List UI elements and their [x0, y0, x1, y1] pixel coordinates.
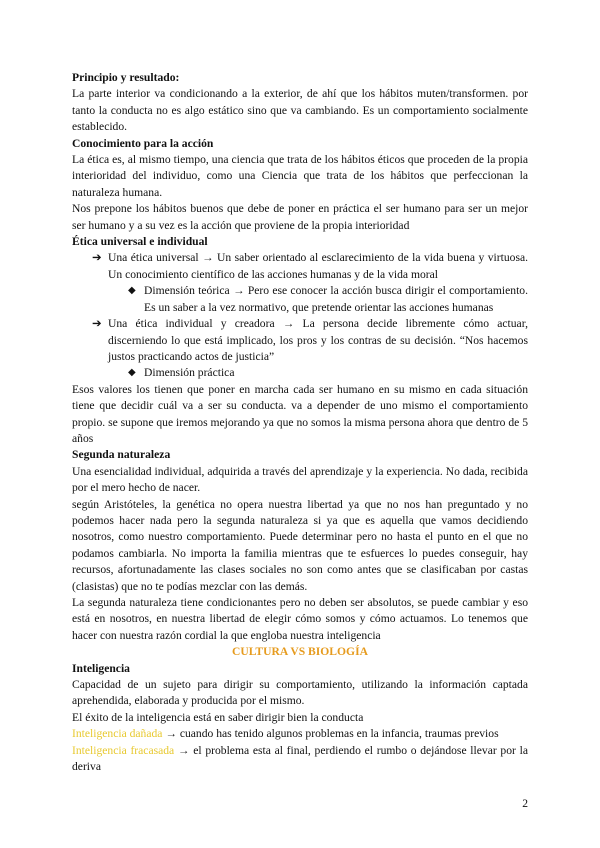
sub-list-item	[72, 283, 528, 316]
heading-principio: Principio y resultado:	[72, 71, 180, 84]
list-item	[72, 316, 528, 365]
line-text: → el problema esta al final, perdiendo el rumbo o dejándose llevar por la deriva	[72, 743, 528, 774]
heading-inteligencia: Inteligencia	[72, 661, 130, 675]
arrow-bullet-icon: ➔	[92, 317, 102, 331]
heading-segunda-naturaleza: Segunda naturaleza	[72, 448, 171, 462]
heading-etica: Ética universal e individual	[72, 235, 208, 249]
list-item	[72, 250, 528, 283]
diamond-bullet-icon: ◆	[128, 367, 136, 379]
page-number: 2	[522, 797, 528, 810]
sub-list-item	[72, 365, 528, 381]
paragraph: Capacidad de un sujeto para dirigir su comportamiento, utilizando la información captada aprehendida, elaborada y producida por el mismo.	[72, 678, 528, 708]
line-text: → cuando has tenido algunos problemas en la infancia, traumas previos	[162, 727, 499, 741]
sub-list-item-text: Dimensión teórica → Pero ese conocer la acción busca dirigir el comportamiento. Es un saber a la vez normativo, que pretende orientar las acciones humanas	[144, 284, 528, 314]
list-item-text: Una ética individual y creadora → La persona decide libremente cómo actuar, discerniendo lo que está implicado, los pros y los contras de su decisión. “Nos hacemos justos practicando actos de justicia”	[108, 317, 528, 363]
paragraph: Una esencialidad individual, adquirida a través del aprendizaje y la experiencia. No dada, recibida por el mero hecho de nacer.	[72, 464, 528, 495]
paragraph: según Aristóteles, la genética no opera nuestra libertad ya que no nos han preguntado y no podemos hacer nada pero la segunda naturaleza si ya que es aquella que vamos decidiendo nosotros, como nuestro comportamiento. Puede determinar pero no hasta el punto en el que no podamos cambiarla. No importa la familia mientras que te esfuerces lo puedes conseguir, hay recursos, afortunadamente las clases sociales no son como antes que se clasificaban por castas (clasistas) que no te podías mezclar con las demás.	[72, 497, 528, 593]
paragraph: El éxito de la inteligencia está en saber dirigir bien la conducta	[72, 710, 364, 724]
highlight-label: Inteligencia fracasada	[72, 743, 175, 757]
paragraph: La ética es, al mismo tiempo, una ciencia que trata de los hábitos éticos que proceden de la propia interioridad del individuo, como una Ciencia que trata de los hábitos que perfeccionan la naturaleza humana.	[72, 153, 528, 199]
diamond-bullet-icon: ◆	[128, 285, 136, 297]
paragraph: La segunda naturaleza tiene condicionantes pero no deben ser absolutos, se puede cambiar y eso está en nosotros, en nuestra libertad de elegir cómo somos y cómo actuamos. Lo tenemos que hacer con nuestra razón cordial la que engloba nuestra inteligencia	[72, 596, 528, 642]
sub-list-item-text: Dimensión práctica	[144, 366, 235, 380]
inteligencia-fracasada-line	[72, 743, 528, 776]
heading-conocimiento: Conocimiento para la acción	[72, 136, 214, 150]
inteligencia-danada-line	[72, 726, 528, 742]
paragraph: Nos prepone los hábitos buenos que debe de poner en práctica el ser humano para ser un mejor ser humano y a su vez es la acción que proviene de la propia interioridad	[72, 202, 528, 232]
paragraph: Esos valores los tienen que poner en marcha cada ser humano en su mismo en cada situación tiene que decidir cuál va a ser su conducta. va a depender de uno mismo el comportamiento propio. se supone que iremos mejorando ya que no somos la misma persona ahora que dentro de 5 años	[72, 382, 528, 445]
section-title-cultura: CULTURA VS BIOLOGÍA	[232, 645, 368, 659]
paragraph: La parte interior va condicionando a la exterior, de ahí que los hábitos muten/transformen. por tanto la conducta no es algo estático sino que va cambiando. Es un comportamiento socialmente establecido.	[72, 87, 528, 134]
list-item-text: Una ética universal → Un saber orientado al esclarecimiento de la vida buena y virtuosa. Un conocimiento científico de las acciones humanas y de la vida moral	[108, 251, 528, 281]
highlight-label: Inteligencia dañada	[72, 727, 163, 741]
document-page	[72, 70, 528, 775]
arrow-bullet-icon: ➔	[92, 251, 102, 265]
